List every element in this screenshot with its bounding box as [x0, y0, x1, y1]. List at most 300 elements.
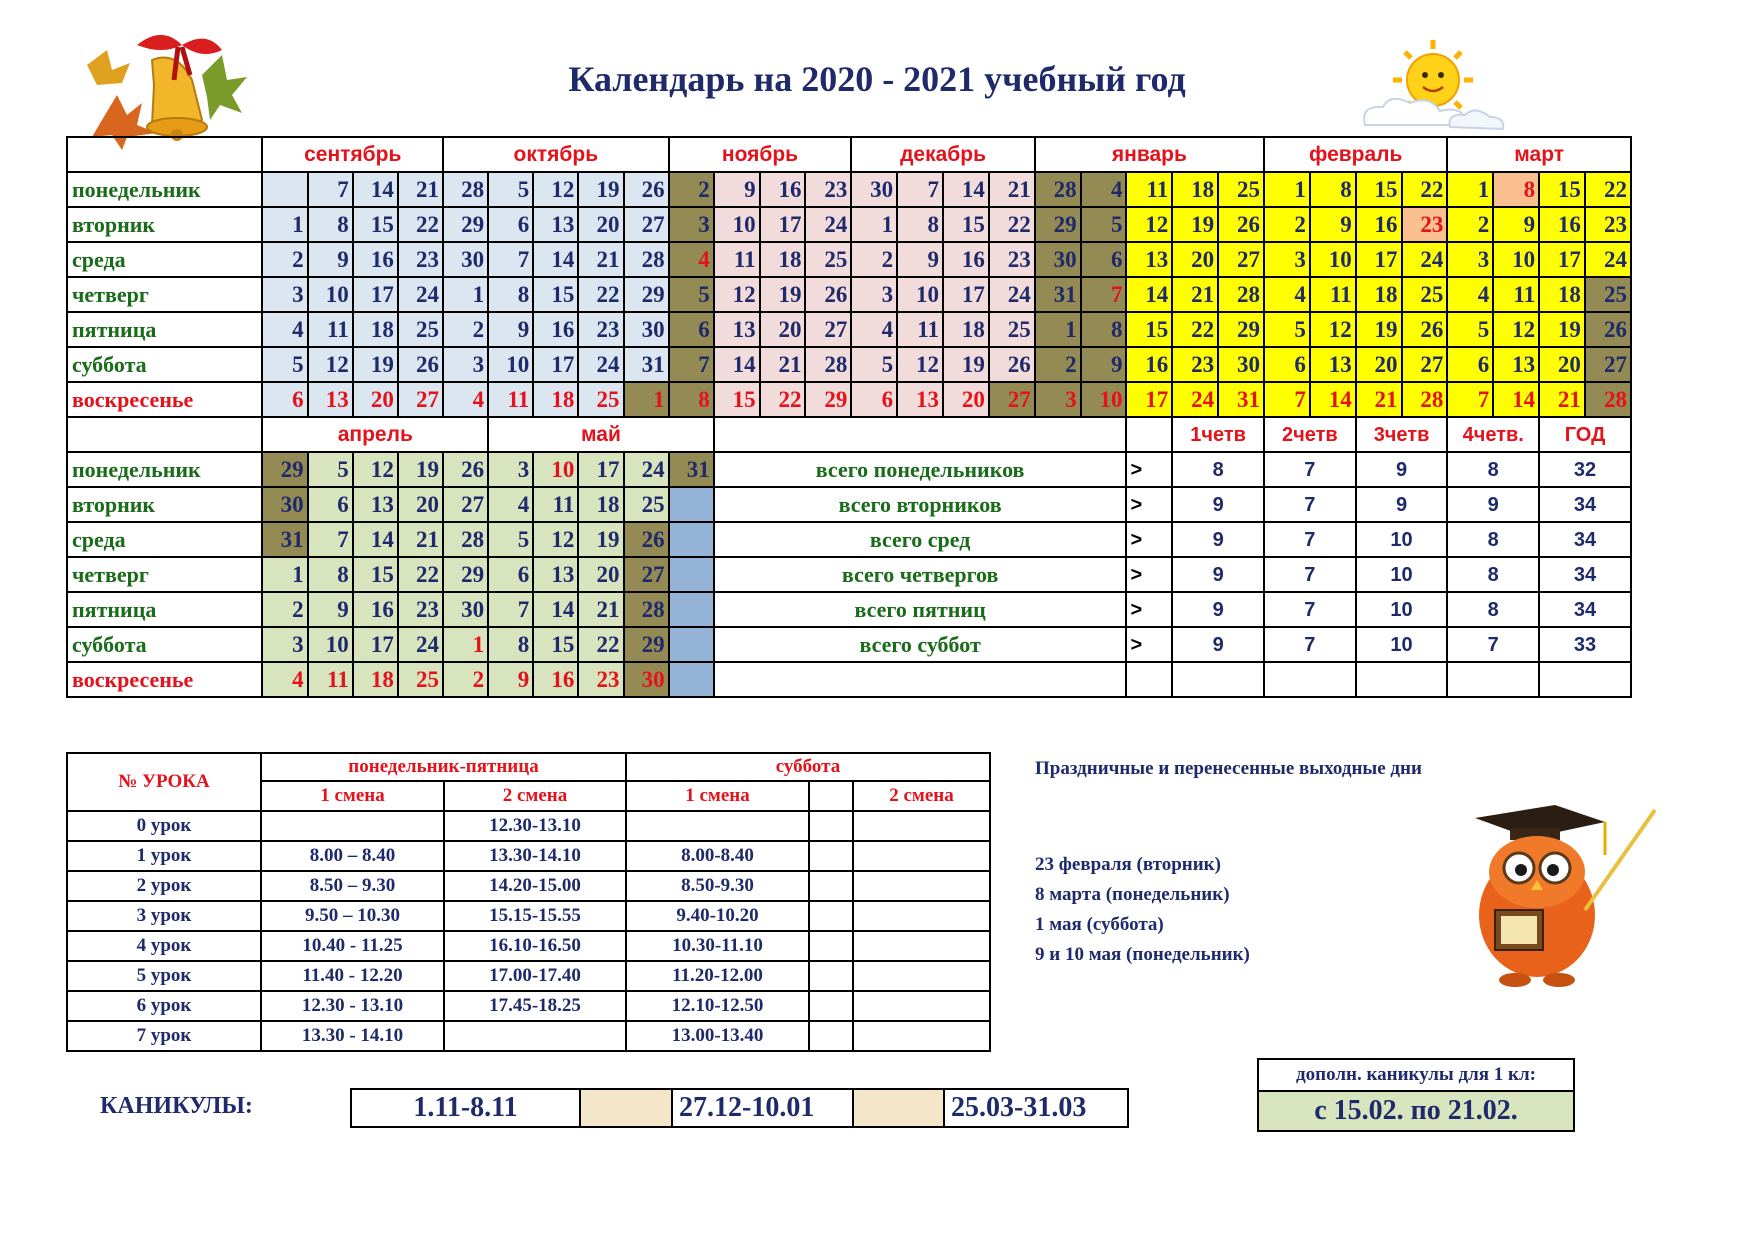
calendar-row	[67, 382, 1631, 417]
date-cell: 29	[443, 557, 488, 592]
quarter-header: 2четв	[1264, 417, 1356, 452]
date-cell: 23	[578, 312, 623, 347]
quarter-value: 9	[1447, 487, 1539, 522]
date-cell: 27	[805, 312, 851, 347]
quarter-value: 9	[1356, 487, 1448, 522]
date-cell: 21	[398, 172, 443, 207]
saturday-spacer	[809, 961, 853, 991]
date-cell: 10	[897, 277, 943, 312]
weekday-shift1-time: 12.30 - 13.10	[261, 991, 444, 1021]
lesson-number: 6 урок	[67, 991, 261, 1021]
date-cell: 11	[897, 312, 943, 347]
date-cell: 13	[308, 382, 353, 417]
date-cell: 26	[805, 277, 851, 312]
date-cell: 1	[1035, 312, 1081, 347]
date-cell: 7	[897, 172, 943, 207]
date-cell: 15	[353, 207, 398, 242]
date-cell: 17	[578, 452, 623, 487]
quarter-value: 34	[1539, 557, 1631, 592]
saturday-shift2-time	[853, 811, 990, 841]
calendar-row	[67, 347, 1631, 382]
date-cell: 24	[1402, 242, 1448, 277]
month-header: апрель	[262, 417, 488, 452]
quarter-header: 1четв	[1172, 417, 1264, 452]
calendar-row	[67, 277, 1631, 312]
weekday-label: четверг	[67, 277, 262, 312]
weekday-shift2-time: 17.00-17.40	[444, 961, 626, 991]
date-cell: 6	[308, 487, 353, 522]
date-cell: 2	[1447, 207, 1493, 242]
quarter-value: 10	[1356, 557, 1448, 592]
weekday-label: суббота	[67, 347, 262, 382]
date-cell: 25	[624, 487, 669, 522]
date-cell: 8	[488, 277, 533, 312]
owl-illustration	[1455, 800, 1665, 995]
date-cell: 24	[1172, 382, 1218, 417]
date-cell: 10	[488, 347, 533, 382]
calendar-row	[67, 662, 1631, 697]
date-cell: 12	[1310, 312, 1356, 347]
saturday-shift2-time	[853, 931, 990, 961]
stat-label: всего сред	[714, 522, 1127, 557]
date-cell	[669, 627, 714, 662]
date-cell: 28	[1402, 382, 1448, 417]
date-cell: 4	[1264, 277, 1310, 312]
schedule-row	[67, 871, 990, 901]
extra-vacation-title: дополн. каникулы для 1 кл:	[1258, 1059, 1574, 1091]
date-cell: 30	[1035, 242, 1081, 277]
lesson-number: 4 урок	[67, 931, 261, 961]
date-cell: 15	[533, 627, 578, 662]
date-cell: 31	[262, 522, 307, 557]
date-cell: 14	[1126, 277, 1172, 312]
quarter-value	[1447, 662, 1539, 697]
date-cell: 20	[353, 382, 398, 417]
calendar-row	[67, 557, 1631, 592]
saturday-shift2-time	[853, 871, 990, 901]
calendar-row	[67, 522, 1631, 557]
saturday-shift1-time	[626, 811, 809, 841]
month-header: март	[1447, 137, 1631, 172]
date-cell: 27	[624, 557, 669, 592]
date-cell	[669, 592, 714, 627]
date-cell: 10	[714, 207, 760, 242]
date-cell	[669, 557, 714, 592]
date-cell: 21	[1539, 382, 1585, 417]
date-cell: 8	[308, 207, 353, 242]
date-cell: 3	[443, 347, 488, 382]
date-cell: 28	[805, 347, 851, 382]
page-title: Календарь на 2020 - 2021 учебный год	[568, 59, 1186, 99]
calendar-row	[67, 592, 1631, 627]
date-cell: 5	[1447, 312, 1493, 347]
date-cell: 1	[1447, 172, 1493, 207]
date-cell: 26	[1585, 312, 1631, 347]
stat-label: всего вторников	[714, 487, 1127, 522]
date-cell: 27	[1218, 242, 1264, 277]
date-cell: 9	[1081, 347, 1127, 382]
date-cell: 5	[262, 347, 307, 382]
date-cell: 21	[578, 242, 623, 277]
calendar-grid	[66, 136, 1632, 698]
date-cell: 31	[669, 452, 714, 487]
date-cell: 12	[308, 347, 353, 382]
date-cell: 8	[488, 627, 533, 662]
date-cell: 11	[1493, 277, 1539, 312]
date-cell: 8	[669, 382, 714, 417]
date-cell: 19	[1356, 312, 1402, 347]
date-cell: 25	[398, 312, 443, 347]
weekday-label: среда	[67, 522, 262, 557]
date-cell: 30	[1218, 347, 1264, 382]
date-cell: 23	[1172, 347, 1218, 382]
date-cell: 25	[578, 382, 623, 417]
date-cell: 31	[624, 347, 669, 382]
date-cell: 29	[805, 382, 851, 417]
date-cell: 28	[624, 242, 669, 277]
weekday-label: понедельник	[67, 452, 262, 487]
date-cell: 27	[1585, 347, 1631, 382]
calendar-row	[67, 242, 1631, 277]
date-cell: 4	[1447, 277, 1493, 312]
saturday-shift2-time	[853, 1021, 990, 1051]
date-cell: 20	[760, 312, 806, 347]
date-cell: 1	[262, 557, 307, 592]
date-cell: 4	[262, 662, 307, 697]
date-cell: 21	[1356, 382, 1402, 417]
date-cell: 16	[533, 312, 578, 347]
weekday-shift2-time: 14.20-15.00	[444, 871, 626, 901]
quarter-value: 34	[1539, 592, 1631, 627]
date-cell: 29	[624, 277, 669, 312]
bell-schedule-table	[66, 752, 991, 1052]
date-cell: 12	[1493, 312, 1539, 347]
date-cell: 9	[308, 592, 353, 627]
date-cell: 29	[624, 627, 669, 662]
quarter-value: 10	[1356, 627, 1448, 662]
date-cell: 26	[1218, 207, 1264, 242]
date-cell: 30	[851, 172, 897, 207]
date-cell: 17	[1126, 382, 1172, 417]
weekday-label: вторник	[67, 487, 262, 522]
date-cell: 10	[1493, 242, 1539, 277]
date-cell: 18	[760, 242, 806, 277]
month-header: февраль	[1264, 137, 1447, 172]
date-cell: 11	[308, 312, 353, 347]
date-cell: 3	[488, 452, 533, 487]
date-cell: 15	[353, 557, 398, 592]
date-cell: 15	[1356, 172, 1402, 207]
date-cell: 2	[1035, 347, 1081, 382]
arrow-cell: >	[1126, 627, 1172, 662]
quarter-value: 8	[1447, 592, 1539, 627]
date-cell: 6	[1264, 347, 1310, 382]
date-cell: 15	[1539, 172, 1585, 207]
weekday-label: среда	[67, 242, 262, 277]
date-cell: 7	[488, 592, 533, 627]
date-cell: 29	[1035, 207, 1081, 242]
date-cell: 25	[805, 242, 851, 277]
date-cell: 6	[1081, 242, 1127, 277]
lesson-number: 5 урок	[67, 961, 261, 991]
date-cell: 24	[989, 277, 1035, 312]
arrow-cell	[1126, 662, 1172, 697]
date-cell: 18	[353, 312, 398, 347]
date-cell: 22	[1172, 312, 1218, 347]
extra-vacation-value: с 15.02. по 21.02.	[1258, 1091, 1574, 1131]
saturday-shift1-time: 8.00-8.40	[626, 841, 809, 871]
stats-header-spacer	[714, 417, 1127, 452]
date-cell: 15	[714, 382, 760, 417]
date-cell: 13	[533, 207, 578, 242]
date-cell: 3	[262, 277, 307, 312]
date-cell: 30	[624, 312, 669, 347]
date-cell: 5	[1264, 312, 1310, 347]
date-cell	[669, 487, 714, 522]
date-cell: 28	[443, 172, 488, 207]
saturday-shift1-time: 8.50-9.30	[626, 871, 809, 901]
weekday-shift2-time: 13.30-14.10	[444, 841, 626, 871]
date-cell: 18	[1172, 172, 1218, 207]
date-cell: 1	[262, 207, 307, 242]
date-cell: 28	[443, 522, 488, 557]
quarter-header: 4четв.	[1447, 417, 1539, 452]
date-cell: 19	[1539, 312, 1585, 347]
date-cell: 3	[1264, 242, 1310, 277]
saturday-spacer	[809, 991, 853, 1021]
weekday-shift1-time: 8.00 – 8.40	[261, 841, 444, 871]
date-cell: 26	[989, 347, 1035, 382]
saturday-spacer	[809, 841, 853, 871]
quarter-value: 7	[1447, 627, 1539, 662]
date-cell: 9	[488, 312, 533, 347]
date-cell: 1	[443, 277, 488, 312]
date-cell: 4	[488, 487, 533, 522]
date-cell: 4	[443, 382, 488, 417]
vacation-spacer	[853, 1089, 944, 1127]
date-cell: 6	[262, 382, 307, 417]
date-cell: 4	[851, 312, 897, 347]
date-cell: 1	[1264, 172, 1310, 207]
date-cell: 10	[1310, 242, 1356, 277]
date-cell: 24	[1585, 242, 1631, 277]
date-cell	[262, 172, 307, 207]
date-cell: 14	[714, 347, 760, 382]
date-cell: 16	[353, 242, 398, 277]
date-cell: 2	[262, 242, 307, 277]
date-cell: 23	[989, 242, 1035, 277]
owl-icon	[1475, 805, 1655, 987]
date-cell: 22	[1585, 172, 1631, 207]
date-cell: 21	[398, 522, 443, 557]
date-cell: 28	[1035, 172, 1081, 207]
date-cell: 30	[624, 662, 669, 697]
corner-cell	[67, 417, 262, 452]
date-cell: 10	[308, 277, 353, 312]
date-cell: 2	[1264, 207, 1310, 242]
weekday-shift2-time: 16.10-16.50	[444, 931, 626, 961]
quarter-value: 9	[1172, 487, 1264, 522]
date-cell: 22	[989, 207, 1035, 242]
month-header: январь	[1035, 137, 1264, 172]
date-cell: 5	[308, 452, 353, 487]
date-cell: 20	[1356, 347, 1402, 382]
date-cell: 23	[398, 242, 443, 277]
date-cell: 13	[353, 487, 398, 522]
date-cell: 15	[1126, 312, 1172, 347]
date-cell: 12	[897, 347, 943, 382]
date-cell: 9	[1310, 207, 1356, 242]
saturday-spacer	[809, 1021, 853, 1051]
date-cell: 19	[353, 347, 398, 382]
date-cell: 13	[1493, 347, 1539, 382]
date-cell: 20	[1539, 347, 1585, 382]
date-cell: 5	[669, 277, 714, 312]
date-cell: 12	[533, 522, 578, 557]
saturday-shift2-time	[853, 901, 990, 931]
date-cell: 29	[1218, 312, 1264, 347]
weekday-label: вторник	[67, 207, 262, 242]
lesson-number: 1 урок	[67, 841, 261, 871]
holidays-title: Праздничные и перенесенные выходные дни	[1035, 758, 1422, 779]
date-cell: 13	[714, 312, 760, 347]
date-cell: 17	[353, 627, 398, 662]
date-cell: 21	[1172, 277, 1218, 312]
date-cell: 16	[1539, 207, 1585, 242]
date-cell: 30	[443, 242, 488, 277]
date-cell: 2	[669, 172, 714, 207]
date-cell: 11	[714, 242, 760, 277]
date-cell: 14	[353, 172, 398, 207]
date-cell: 30	[262, 487, 307, 522]
date-cell: 17	[943, 277, 989, 312]
holidays-list	[1035, 850, 1250, 970]
saturday-shift1-time: 12.10-12.50	[626, 991, 809, 1021]
date-cell: 30	[443, 592, 488, 627]
weekday-shift1-time	[261, 811, 444, 841]
vacations-table	[350, 1088, 1129, 1128]
date-cell: 16	[353, 592, 398, 627]
saturday-shift1-time: 10.30-11.10	[626, 931, 809, 961]
date-cell: 18	[353, 662, 398, 697]
date-cell: 26	[443, 452, 488, 487]
date-cell: 29	[262, 452, 307, 487]
saturday-shift1-time: 13.00-13.40	[626, 1021, 809, 1051]
arrow-cell: >	[1126, 592, 1172, 627]
date-cell: 13	[1310, 347, 1356, 382]
saturday-shift2-time	[853, 841, 990, 871]
date-cell: 16	[1356, 207, 1402, 242]
weekday-label: пятница	[67, 592, 262, 627]
holiday-item: 23 февраля (вторник)	[1035, 854, 1221, 875]
date-cell: 5	[488, 522, 533, 557]
date-cell	[669, 662, 714, 697]
date-cell: 8	[1310, 172, 1356, 207]
quarter-value: 7	[1264, 522, 1356, 557]
date-cell: 7	[308, 522, 353, 557]
date-cell: 10	[308, 627, 353, 662]
date-cell: 13	[1126, 242, 1172, 277]
stat-label: всего четвергов	[714, 557, 1127, 592]
date-cell: 16	[943, 242, 989, 277]
lesson-number: 3 урок	[67, 901, 261, 931]
date-cell: 8	[897, 207, 943, 242]
date-cell: 5	[1081, 207, 1127, 242]
lesson-number: 2 урок	[67, 871, 261, 901]
date-cell: 31	[1218, 382, 1264, 417]
calendar-row	[67, 627, 1631, 662]
date-cell: 25	[1585, 277, 1631, 312]
quarter-value	[1172, 662, 1264, 697]
saturday-shift2-header: 2 смена	[853, 781, 990, 811]
weekday-shift1-time: 8.50 – 9.30	[261, 871, 444, 901]
quarter-value: 33	[1539, 627, 1631, 662]
stat-label	[714, 662, 1127, 697]
arrow-cell: >	[1126, 522, 1172, 557]
date-cell: 4	[669, 242, 714, 277]
saturday-spacer	[809, 811, 853, 841]
quarter-value: 7	[1264, 627, 1356, 662]
date-cell: 22	[1402, 172, 1448, 207]
weekday-shift1-time: 11.40 - 12.20	[261, 961, 444, 991]
date-cell: 26	[1402, 312, 1448, 347]
date-cell: 8	[1081, 312, 1127, 347]
saturday-shift2-time	[853, 961, 990, 991]
date-cell: 12	[353, 452, 398, 487]
date-cell: 9	[308, 242, 353, 277]
date-cell: 22	[398, 557, 443, 592]
date-cell: 24	[398, 277, 443, 312]
date-cell: 7	[488, 242, 533, 277]
date-cell: 2	[851, 242, 897, 277]
date-cell: 11	[533, 487, 578, 522]
weekdays-shift1-header: 1 смена	[261, 781, 444, 811]
date-cell: 25	[989, 312, 1035, 347]
weekday-label: суббота	[67, 627, 262, 662]
saturday-shift1-time: 9.40-10.20	[626, 901, 809, 931]
weekday-shift1-time: 10.40 - 11.25	[261, 931, 444, 961]
quarter-value: 34	[1539, 487, 1631, 522]
date-cell: 2	[443, 312, 488, 347]
date-cell: 14	[353, 522, 398, 557]
date-cell: 7	[669, 347, 714, 382]
date-cell: 10	[533, 452, 578, 487]
quarter-value: 7	[1264, 487, 1356, 522]
saturday-shift1-time: 11.20-12.00	[626, 961, 809, 991]
date-cell: 17	[1539, 242, 1585, 277]
quarter-value: 34	[1539, 522, 1631, 557]
date-cell: 23	[805, 172, 851, 207]
date-cell: 17	[760, 207, 806, 242]
date-cell: 14	[1310, 382, 1356, 417]
saturday-spacer	[809, 931, 853, 961]
schedule-row	[67, 901, 990, 931]
vacations-label: КАНИКУЛЫ:	[100, 1093, 253, 1119]
calendar-row	[67, 487, 1631, 522]
schedule-row	[67, 991, 990, 1021]
month-header: декабрь	[851, 137, 1034, 172]
weekday-label: понедельник	[67, 172, 262, 207]
calendar-row	[67, 207, 1631, 242]
holiday-item: 9 и 10 мая (понедельник)	[1035, 944, 1250, 965]
weekday-shift2-time	[444, 1021, 626, 1051]
lesson-number-header: № УРОКА	[67, 753, 261, 811]
date-cell: 28	[1585, 382, 1631, 417]
quarter-value: 9	[1172, 522, 1264, 557]
date-cell: 15	[943, 207, 989, 242]
quarter-header: 3четв	[1356, 417, 1448, 452]
month-header: сентябрь	[262, 137, 443, 172]
